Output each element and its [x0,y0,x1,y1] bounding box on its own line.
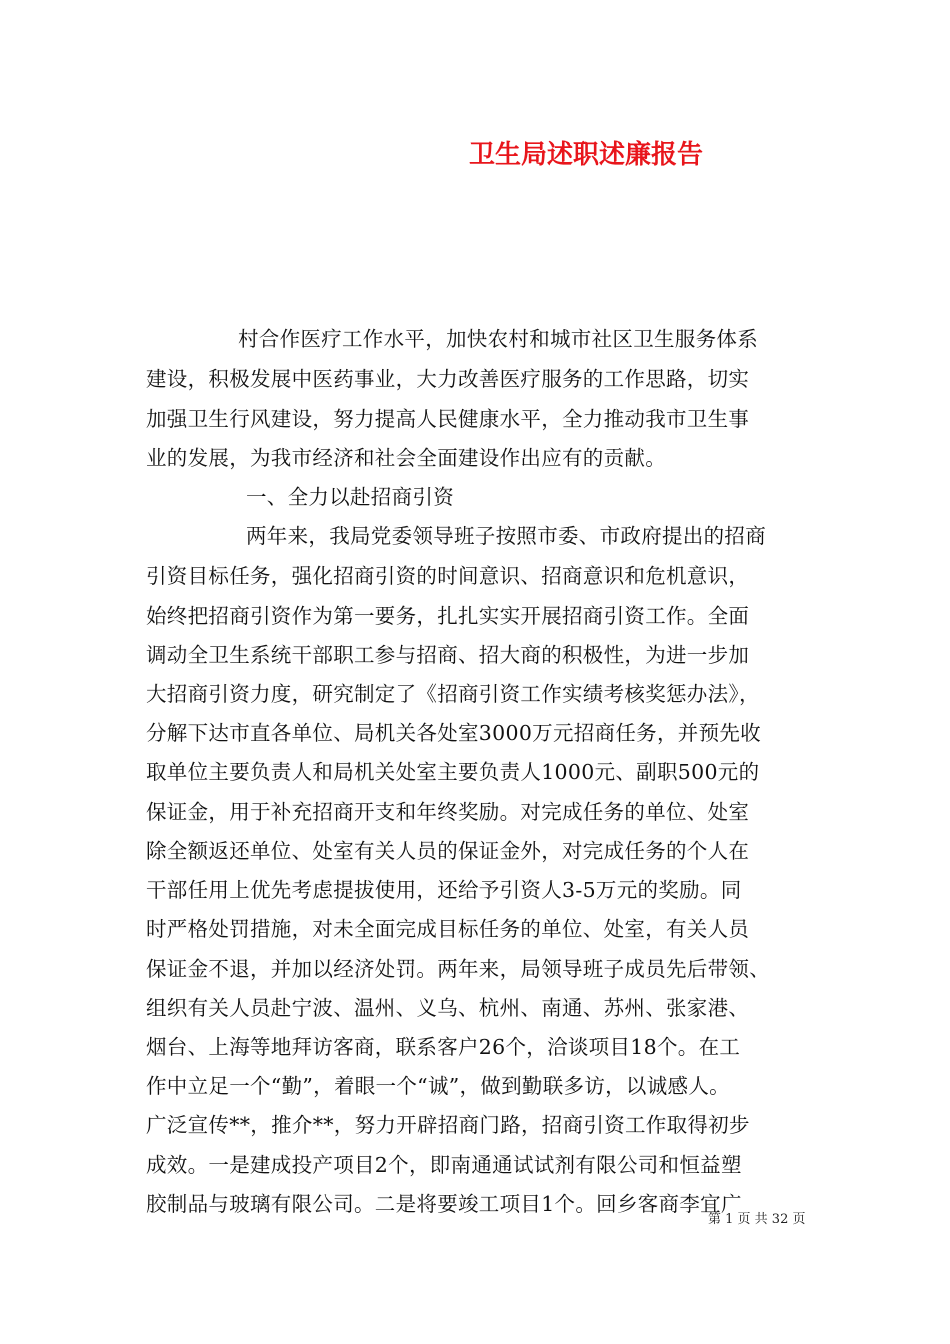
body-line: 取单位主要负责人和局机关处室主要负责人1000元、副职500元的 [146,760,760,784]
body-line: 除全额返还单位、处室有关人员的保证金外，对完成任务的个人在 [146,839,750,863]
body-line: 加强卫生行风建设，努力提高人民健康水平，全力推动我市卫生事 [146,407,750,431]
body-line: 调动全卫生系统干部职工参与招商、招大商的积极性，为进一步加 [146,643,750,667]
body-line: 始终把招商引资作为第一要务，扎扎实实开展招商引资工作。全面 [146,604,750,628]
body-line: 胶制品与玻璃有限公司。二是将要竣工项目1个。回乡客商李宜广 [146,1192,742,1216]
body-line: 干部任用上优先考虑提拔使用，还给予引资人3-5万元的奖励。同 [146,878,742,902]
body-line: 广泛宣传**，推介**，努力开辟招商门路，招商引资工作取得初步 [146,1113,750,1137]
body-line: 组织有关人员赴宁波、温州、义乌、杭州、南通、苏州、张家港、 [146,996,750,1020]
body-line: 建设，积极发展中医药事业，大力改善医疗服务的工作思路，切实 [146,367,750,391]
page-number: 第 1 页 共 32 页 [708,1212,806,1227]
body-line: 引资目标任务，强化招商引资的时间意识、招商意识和危机意识， [146,564,750,588]
body-line: 烟台、上海等地拜访客商，联系客户26个，洽谈项目18个。在工 [146,1035,741,1059]
body-line: 大招商引资力度，研究制定了《招商引资工作实绩考核奖惩办法》， [146,682,760,706]
body-line: 分解下达市直各单位、局机关各处室3000万元招商任务，并预先收 [146,721,761,745]
body-line: 村合作医疗工作水平，加快农村和城市社区卫生服务体系 [238,327,758,351]
body-line: 成效。一是建成投产项目2个，即南通通试试剂有限公司和恒益塑 [146,1153,742,1177]
section-heading: 一、全力以赴招商引资 [246,485,454,509]
body-line: 保证金不退，并加以经济处罚。两年来，局领导班子成员先后带领、 [146,957,770,981]
document-title: 卫生局述职述廉报告 [469,140,704,170]
body-line: 两年来，我局党委领导班子按照市委、市政府提出的招商 [246,524,766,548]
body-line: 作中立足一个“勤”，着眼一个“诚”，做到勤联多访，以诚感人。 [146,1074,730,1098]
body-line: 保证金，用于补充招商开支和年终奖励。对完成任务的单位、处室 [146,800,750,824]
body-line: 业的发展，为我市经济和社会全面建设作出应有的贡献。 [146,446,666,470]
body-line: 时严格处罚措施，对未全面完成目标任务的单位、处室，有关人员 [146,917,750,941]
